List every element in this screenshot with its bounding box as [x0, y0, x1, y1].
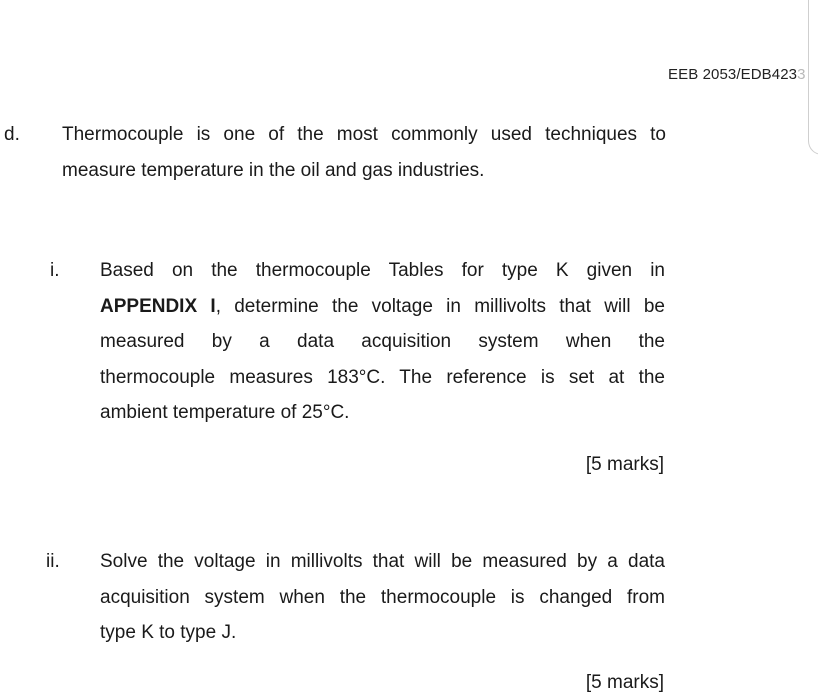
part-ii-label: ii.: [46, 551, 60, 572]
part-i-line-2-rest: , determine the voltage in millivolts that will be: [215, 295, 665, 317]
question-d-line-1: Thermocouple is one of the most commonly used techniques to: [62, 124, 666, 145]
part-i-line-4: thermocouple measures 183°C. The reference is set at the: [100, 366, 665, 388]
part-i-line-2: [100, 289, 665, 325]
question-d-label: d.: [4, 124, 20, 145]
part-i-line-1: Based on the thermocouple Tables for type K given in: [100, 260, 665, 281]
part-i-label: i.: [50, 260, 60, 281]
part-ii-text: [100, 544, 665, 651]
question-d-line-2: measure temperature in the oil and gas industries.: [62, 159, 485, 181]
course-code-main: EEB 2053/EDB423: [668, 66, 798, 83]
question-d-text: [62, 117, 666, 188]
page-edge-frame: [808, 0, 818, 155]
part-i-line-5: ambient temperature of 25°C.: [100, 402, 350, 423]
course-code-header: [668, 66, 806, 83]
course-code-faded-digit: 3: [797, 66, 806, 83]
part-i-line-3: measured by a data acquisition system when the: [100, 331, 665, 352]
appendix-reference: APPENDIX I: [100, 295, 216, 317]
part-i-marks: [5 marks]: [585, 454, 664, 475]
part-i-text: [100, 253, 665, 431]
part-ii-line-3: type K to type J.: [100, 622, 237, 643]
part-ii-line-2: acquisition system when the thermocouple is changed from: [100, 586, 665, 608]
part-ii-line-1: Solve the voltage in millivolts that will be measured by a data: [100, 551, 665, 572]
part-ii-marks: [5 marks]: [585, 672, 664, 693]
